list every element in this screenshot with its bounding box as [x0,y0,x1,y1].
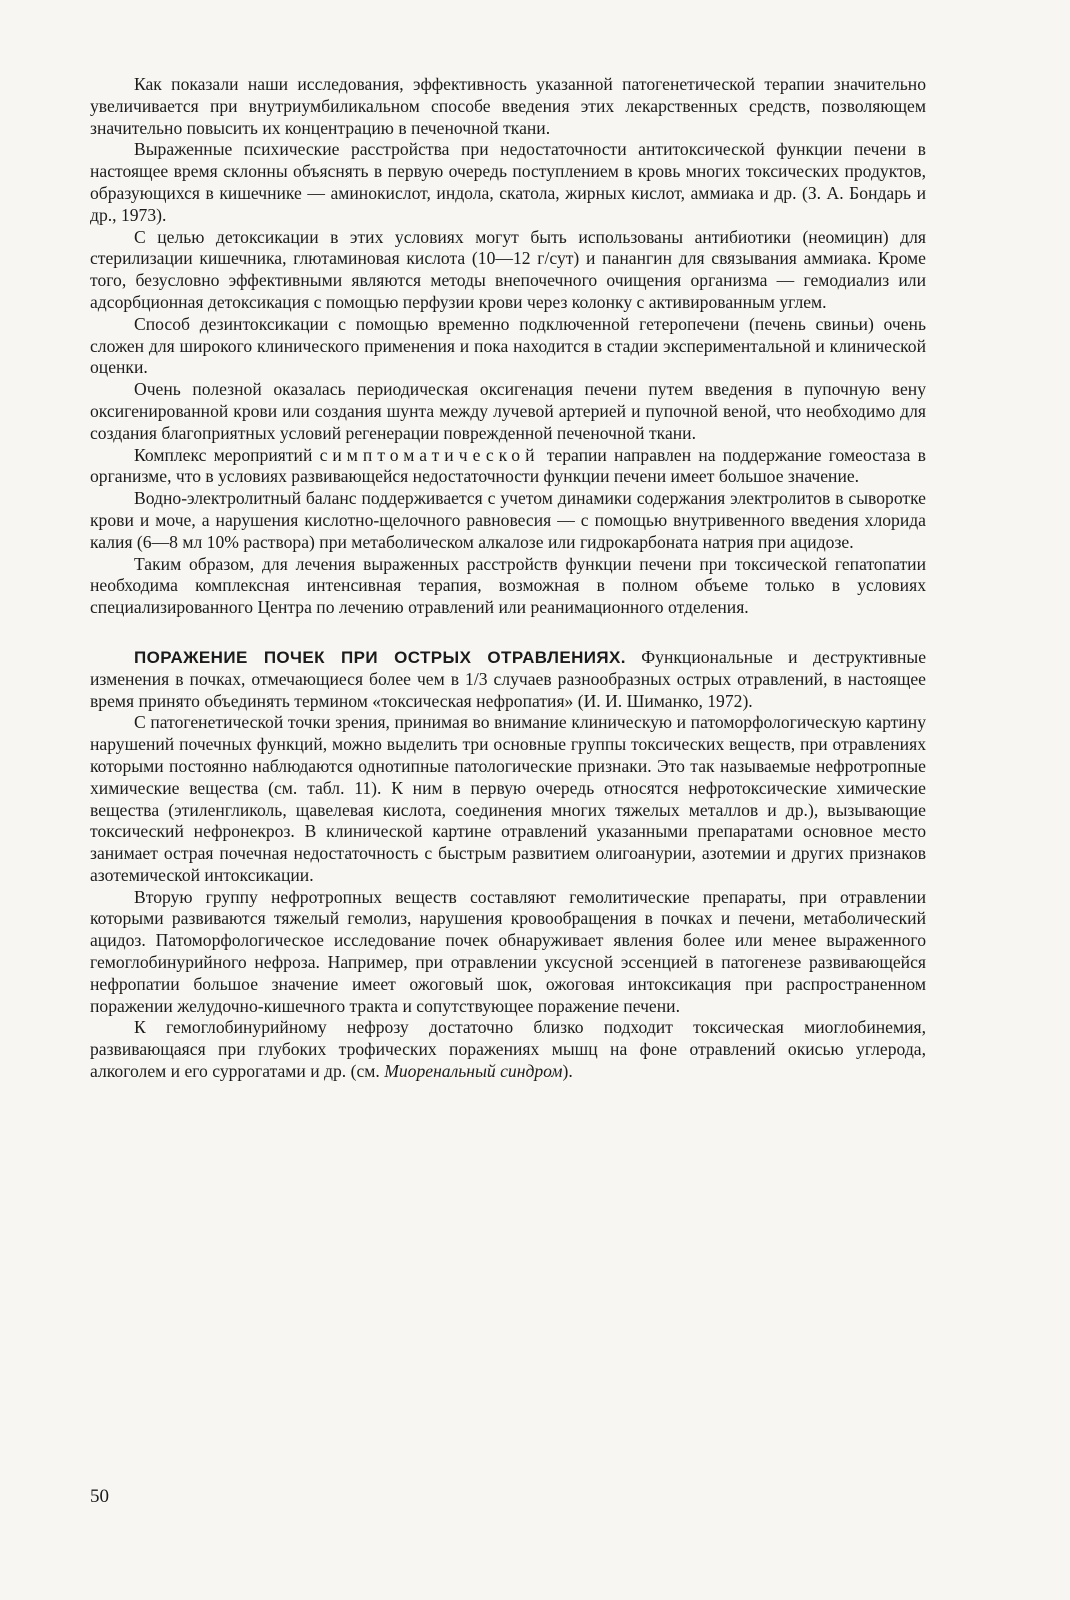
paragraph-8: Таким образом, для лечения выраженных расстройств функции печени при токсической гепатопатии необходима комплексная интенсивная терапия, возможная в полном объеме только в условиях специализированного Центра по лечению отравлений или реанимационного отделения. [90,553,926,618]
paragraph-2: Выраженные психические расстройства при недостаточности антитоксической функции печени в настоящее время склонны объяснять в первую очередь поступлением в кровь многих токсических продуктов, образующихся в кишечнике — аминокислот, индола, скатола, жирных кислот, аммиака и др. (З. А. Бондарь и др., 1973). [90,139,926,225]
symptomatic-spaced: симптоматической [319,444,540,465]
symptomatic-before: Комплекс мероприятий [134,444,320,465]
paragraph-10: С патогенетической точки зрения, принимая во внимание клиническую и патоморфологическую картину нарушений почечных функций, можно выделить три основные группы токсических веществ, при отравлениях которыми постоянно наблюдаются однотипные патологические признаки. Это так называемые нефротропные химические вещества (см. табл. 11). К ним в первую очередь относятся нефротоксические химические вещества (этиленгликоль, щавелевая кислота, соединения многих тяжелых металлов и др.), вызывающие токсический нефронекроз. В клинической картине отравлений указанными препаратами основное место занимает острая почечная недостаточность с быстрым развитием олигоанурии, азотемии и других признаков азотемической интоксикации. [90,712,926,885]
page-body [90,74,926,1083]
paragraph-3: С целью детоксикации в этих условиях могут быть использованы антибиотики (неомицин) для стерилизации кишечника, глютаминовая кислота (10—12 г/сут) и панангин для связывания аммиака. Кроме того, безусловно эффективными являются методы внепочечного очищения организма — гемодиализ или адсорбционная детоксикация с помощью перфузии крови через колонку с активированным углем. [90,226,926,312]
symptomatic-after: терапии направлен на поддержание гомеостаза в организме, что в условиях развивающейся недостаточности функции печени имеет большое значение. [90,444,926,487]
paragraph-11: Вторую группу нефротропных веществ составляют гемолитические препараты, при отравлении которыми развиваются тяжелый гемолиз, нарушения кровообращения в почках и печени, метаболический ацидоз. Патоморфологическое исследование почек обнаруживает явления более или менее выраженного гемоглобинурийного нефроза. Например, при отравлении уксусной эссенцией в патогенезе развивающейся нефропатии большое значение имеет ожоговый шок, ожоговая интоксикация при распространенном поражении желудочно-кишечного тракта и сопутствующее поражение печени. [90,886,926,1016]
section-text: Функциональные и деструктивные изменения в почках, отмечающиеся более чем в 1/3 случаев разнообразных острых отравлений, в настоящее время принято объединять термином «токсическая нефропатия» (И. И. Шиманко, 1972). [90,646,927,711]
paragraph-5: Очень полезной оказалась периодическая оксигенация печени путем введения в пупочную вену оксигенированной крови или создания шунта между лучевой артерией и пупочной веной, что необходимо для создания благоприятных условий регенерации поврежденной печеночной ткани. [90,379,926,443]
paragraph-4: Способ дезинтоксикации с помощью временно подключенной гетеропечени (печень свиньи) очень сложен для широкого клинического применения и пока находится в стадии экспериментальной и клинической оценки. [90,313,926,378]
page-number: 50 [90,1486,109,1507]
paragraph-1: Как показали наши исследования, эффективность указанной патогенетической терапии значительно увеличивается при внутриумбиликальном способе введения этих лекарственных средств, позволяющем значительно повысить их концентрацию в печеночной ткани. [90,74,926,138]
paragraph-symptomatic [90,445,926,489]
paragraph-12 [90,1017,926,1082]
last-paragraph-end: ). [562,1061,573,1082]
section-heading: ПОРАЖЕНИЕ ПОЧЕК ПРИ ОСТРЫХ ОТРАВЛЕНИЯХ. [134,647,626,667]
paragraph-7: Водно-электролитный баланс поддерживается с учетом динамики содержания электролитов в сыворотке крови и моче, а нарушения кислотно-щелочного равновесия — с помощью внутривенного введения хлорида калия (6—8 мл 10% раствора) при метаболическом алкалозе или гидрокарбоната натрия при ацидозе. [90,488,926,552]
last-paragraph-text: К гемоглобинурийному нефрозу достаточно близко подходит токсическая миоглобинемия, развивающаяся при глубоких трофических поражениях мышц на фоне отравлений окисью углерода, алкоголем и его суррогатами и др. (см. [90,1017,926,1082]
cross-reference: Миоренальный синдром [384,1061,563,1082]
section-paragraph [90,647,926,712]
